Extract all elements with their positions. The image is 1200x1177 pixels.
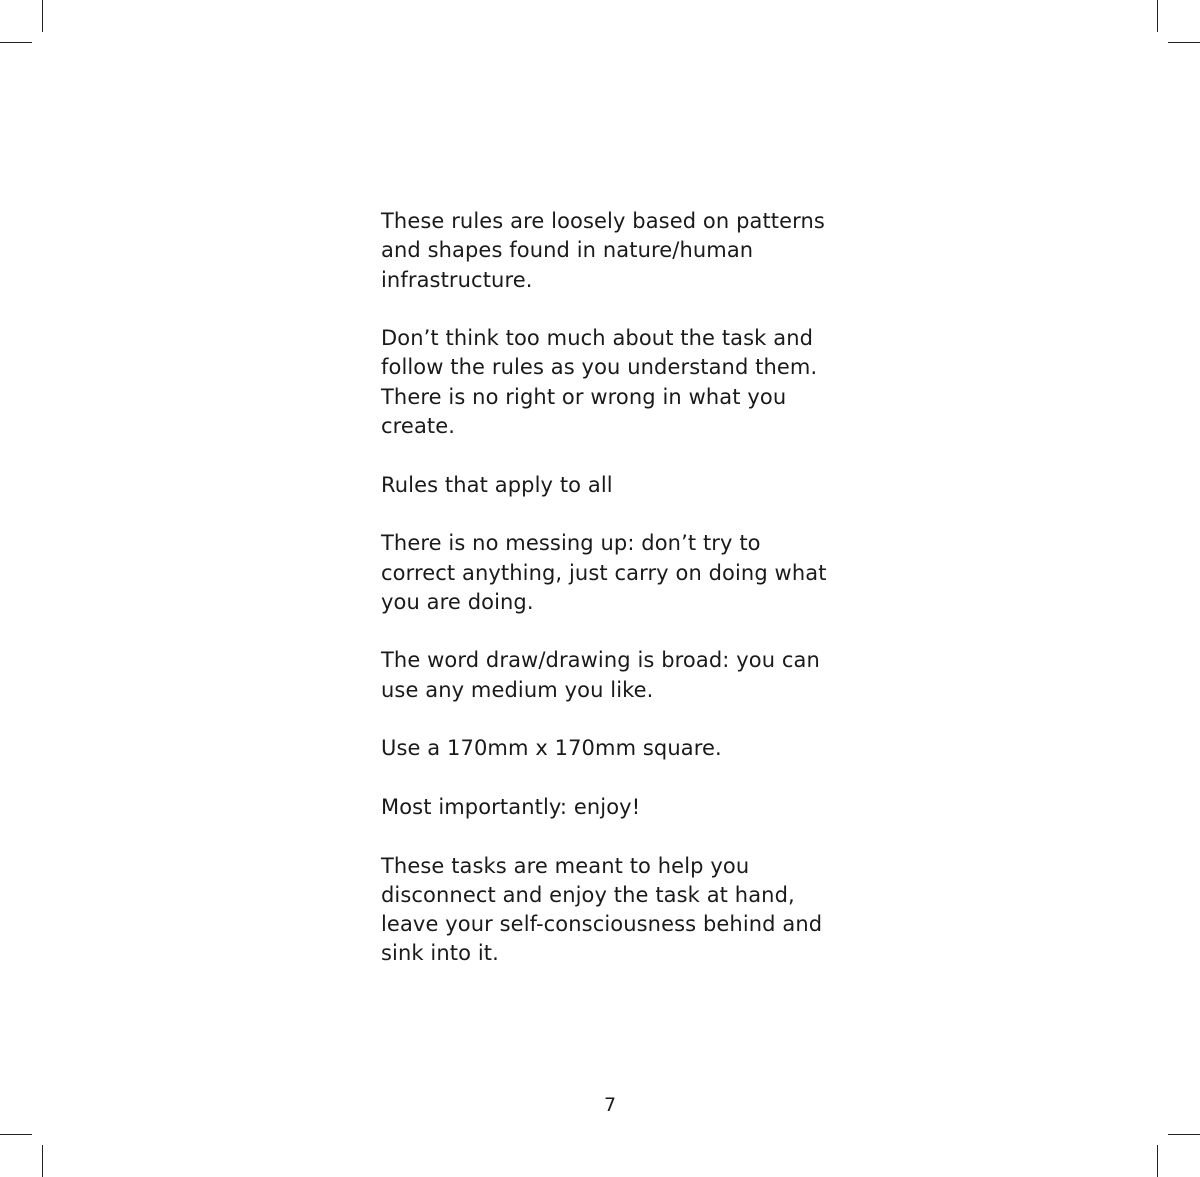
page-number: 7	[603, 1094, 617, 1116]
crop-mark-bottom-left-horizontal	[0, 1134, 32, 1135]
paragraph-draw-broad: The word draw/drawing is broad: you can use any medium you like.	[381, 648, 820, 702]
crop-mark-bottom-right-vertical	[1157, 1145, 1158, 1177]
crop-mark-top-left-horizontal	[0, 42, 32, 43]
paragraph-rules-heading: Rules that apply to all	[381, 472, 613, 497]
crop-mark-bottom-right-horizontal	[1168, 1134, 1200, 1135]
paragraph-enjoy: Most importantly: enjoy!	[381, 794, 641, 819]
body-text	[381, 207, 861, 998]
crop-mark-top-left-vertical	[42, 0, 43, 32]
paragraph-dont-think: Don’t think too much about the task and follow the rules as you understand them. There is no right or wrong in what you create.	[381, 326, 818, 439]
crop-mark-bottom-left-vertical	[42, 1145, 43, 1177]
paragraph-no-messing-up: There is no messing up: don’t try to correct anything, just carry on doing what you are doing.	[381, 531, 827, 614]
crop-mark-top-right-vertical	[1157, 0, 1158, 32]
paragraph-intro: These rules are loosely based on patterns and shapes found in nature/human infrastructure.	[381, 209, 825, 292]
paragraph-tasks-meant: These tasks are meant to help you disconnect and enjoy the task at hand, leave your self-consciousness behind and sink into it.	[381, 853, 823, 966]
paragraph-square-size: Use a 170mm x 170mm square.	[381, 736, 722, 761]
crop-mark-top-right-horizontal	[1168, 42, 1200, 43]
